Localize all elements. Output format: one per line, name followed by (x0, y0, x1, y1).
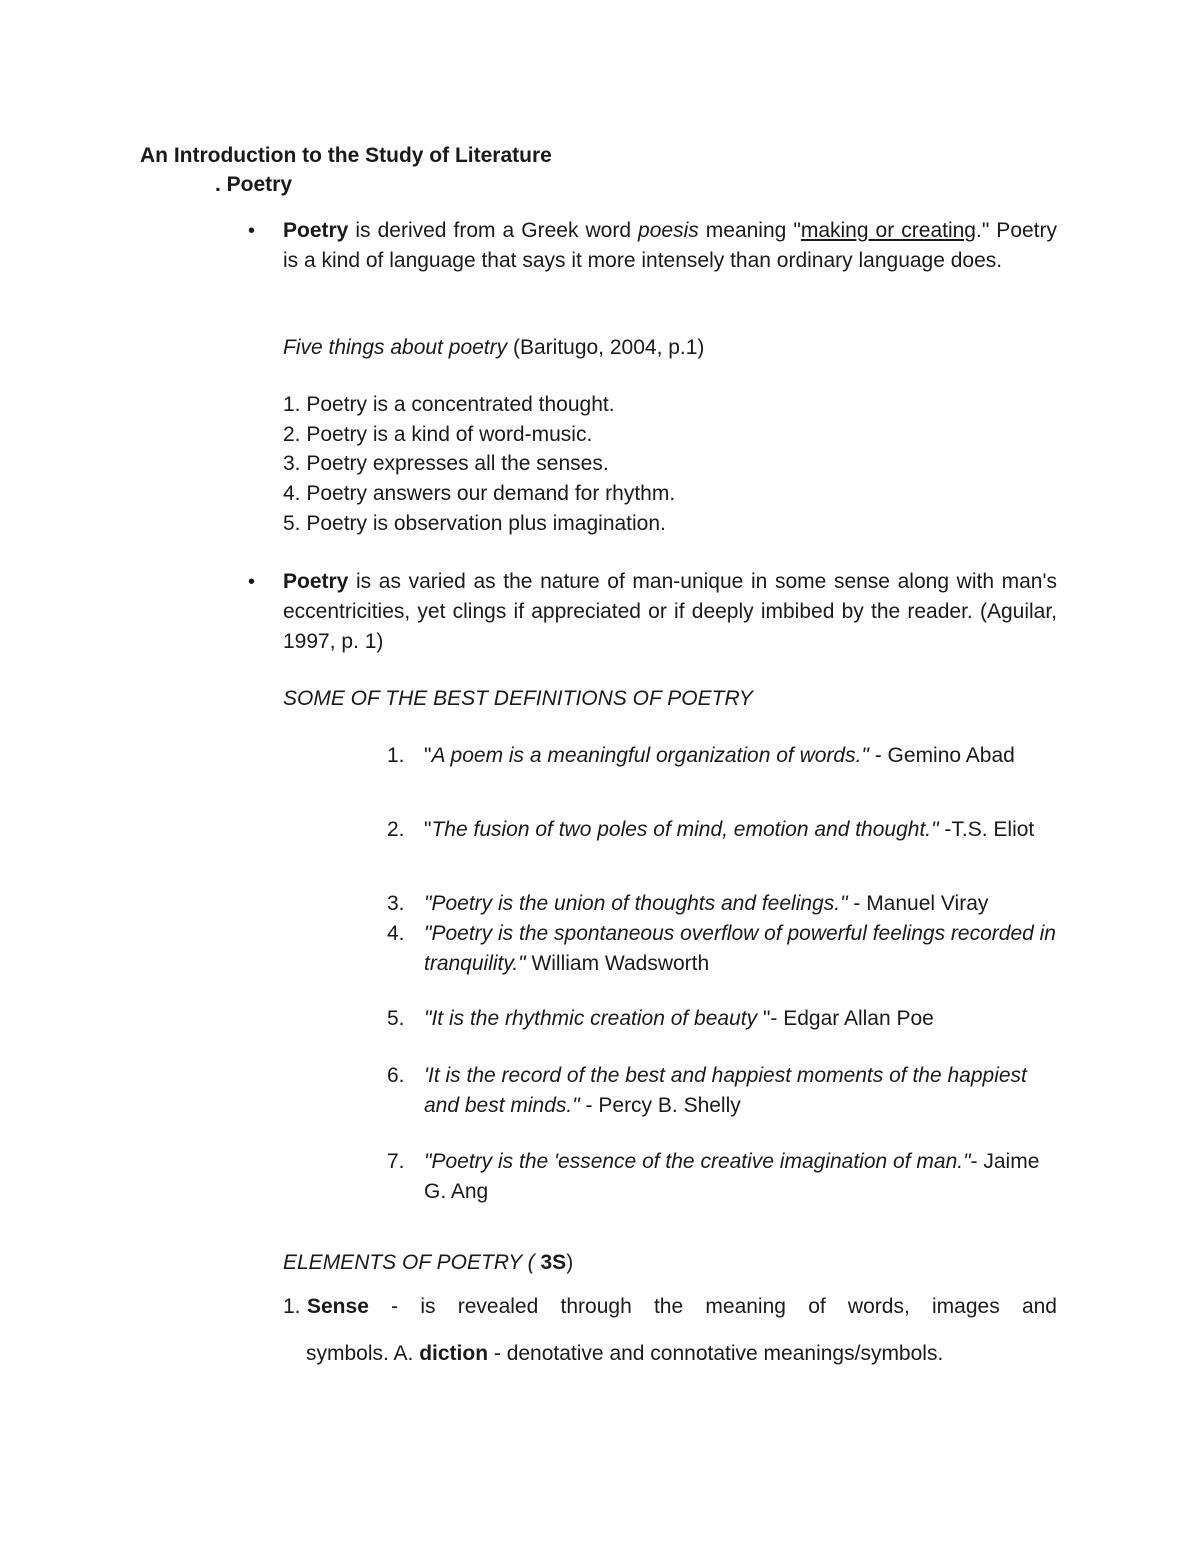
definition-number: 4. (387, 922, 405, 945)
bullet-glyph: • (248, 571, 256, 593)
definition-number: 5. (387, 1007, 405, 1030)
list-item: 3. Poetry expresses all the senses. (283, 452, 609, 475)
definition-number: 2. (387, 818, 405, 841)
poetry-definition-paragraph: Poetry is derived from a Greek word poesis meaning "making or creating." Poetry is a kind of language that says it more intensely than ordinary language does. (283, 219, 1058, 272)
list-item: 2. Poetry is a kind of word-music. (283, 423, 593, 446)
poetry-variety-paragraph: Poetry is as varied as the nature of man-unique in some sense along with man's eccentricities, yet clings if appreciated or if deeply imbibed by the reader. (Aguilar, 1997, p. 1) (283, 570, 1057, 653)
definition-number: 7. (387, 1150, 405, 1173)
sense-line-1: Sense - is revealed through the meaning of words, images and (307, 1295, 1057, 1318)
list-item: 1. Poetry is a concentrated thought. (283, 393, 615, 416)
definitions-heading: SOME OF THE BEST DEFINITIONS OF POETRY (283, 687, 753, 710)
definition-item: "Poetry is the spontaneous overflow of powerful feelings recorded in tranquility." William Wadsworth (424, 922, 1056, 975)
definition-item: 'It is the record of the best and happiest moments of the happiest and best minds." - Percy B. Shelly (424, 1064, 1027, 1117)
document-title: An Introduction to the Study of Literature (140, 144, 552, 167)
definition-item: "It is the rhythmic creation of beauty "- Edgar Allan Poe (424, 1007, 934, 1030)
definition-item: "The fusion of two poles of mind, emotion and thought." -T.S. Eliot (424, 818, 1035, 841)
definition-item: "Poetry is the union of thoughts and feelings." - Manuel Viray (424, 892, 989, 915)
elements-heading: ELEMENTS OF POETRY ( 3S) (283, 1251, 574, 1274)
definition-item: "A poem is a meaningful organization of words." - Gemino Abad (424, 744, 1015, 767)
definition-number: 6. (387, 1064, 405, 1087)
sense-number: 1. (283, 1295, 301, 1318)
definition-number: 3. (387, 892, 405, 915)
underlined-meaning: making or creating (800, 219, 976, 242)
sense-line-2: symbols. A. diction - denotative and connotative meanings/symbols. (306, 1342, 944, 1365)
list-item: 4. Poetry answers our demand for rhythm. (283, 482, 676, 505)
definition-item: "Poetry is the 'essence of the creative imagination of man."- Jaime G. Ang (424, 1150, 1040, 1203)
bullet-glyph: • (248, 220, 256, 242)
definition-number: 1. (387, 744, 405, 767)
five-things-heading: Five things about poetry (Baritugo, 2004, p.1) (283, 336, 705, 359)
poetry-term: Poetry (283, 219, 349, 242)
section-heading: . Poetry (215, 173, 293, 196)
poesis-term: poesis (638, 219, 699, 242)
list-item: 5. Poetry is observation plus imagination. (283, 512, 666, 535)
